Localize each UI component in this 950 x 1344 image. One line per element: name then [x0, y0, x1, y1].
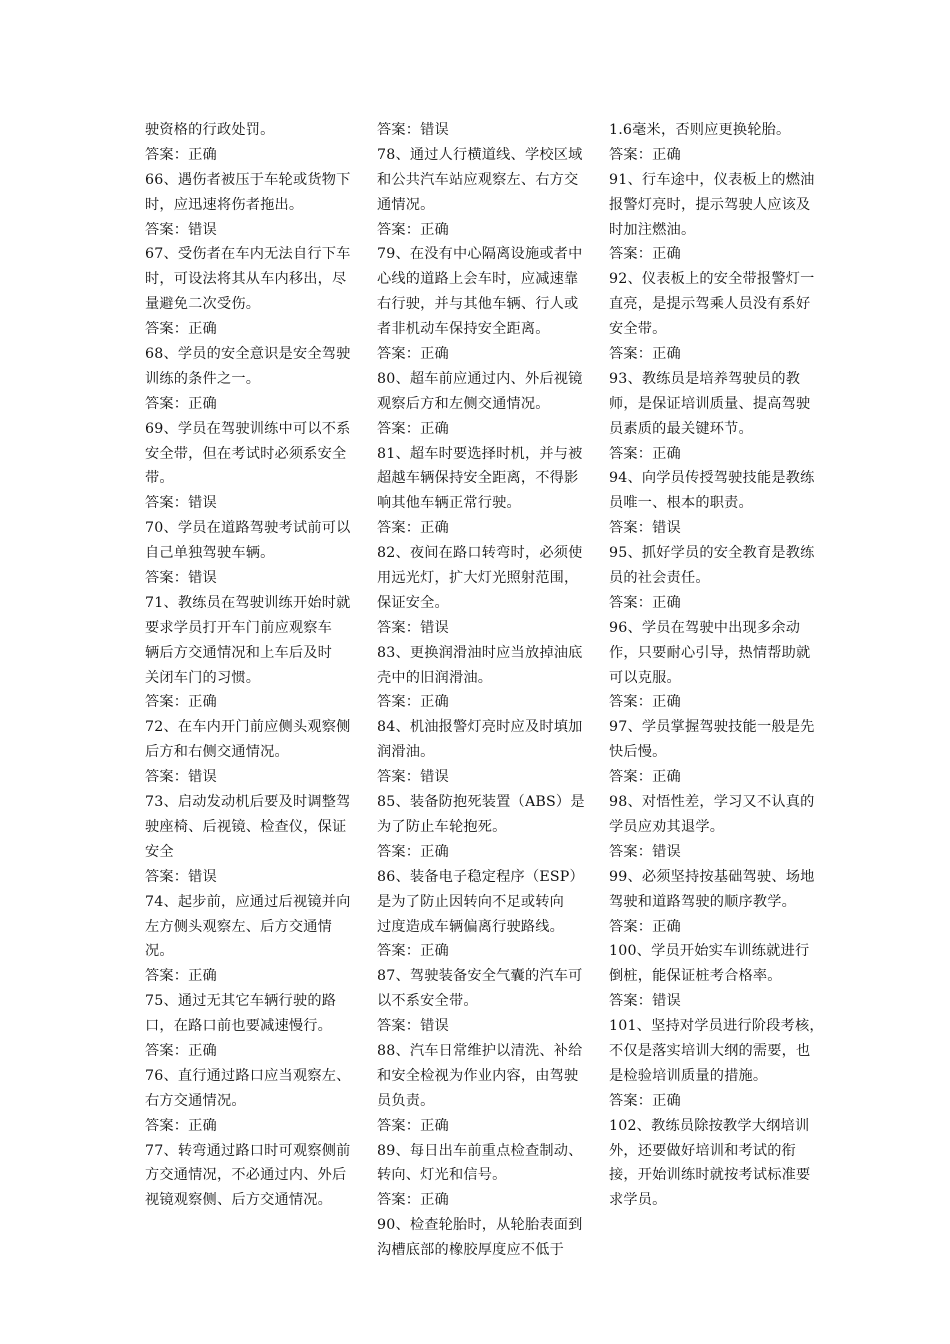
- question-text-line: 方交通情况，不必通过内、外后: [145, 1167, 347, 1184]
- question-text-line: 左方侧头观察左、后方交通情: [145, 918, 333, 935]
- question-text-line: 是检验培训质量的措施。: [609, 1067, 768, 1084]
- question-text-line: 71、教练员在驾驶训练开始时就: [145, 594, 351, 611]
- answer-line: 答案：正确: [609, 694, 681, 711]
- question-text-line: 心线的道路上会车时，应减速靠: [377, 271, 579, 288]
- question-text-line: 作，只要耐心引导，热情帮助就: [609, 644, 811, 661]
- question-text-line: 89、每日出车前重点检查制动、: [377, 1142, 583, 1159]
- answer-line: 答案：错误: [145, 495, 217, 512]
- answer-line: 答案：错误: [145, 868, 217, 885]
- answer-line: 答案：正确: [609, 594, 681, 611]
- question-text-line: 用远光灯，扩大灯光照射范围，: [377, 570, 579, 587]
- answer-line: 答案：正确: [377, 221, 449, 238]
- question-text-line: 不仅是落实培训大纲的需要，也: [609, 1042, 811, 1059]
- question-text-line: 师，是保证培训质量、提高驾驶: [609, 395, 811, 412]
- answer-line: 答案：正确: [609, 445, 681, 462]
- question-text-line: 通情况。: [377, 196, 435, 213]
- question-text-line: 求学员。: [609, 1192, 667, 1209]
- text-column-1: [145, 118, 350, 1213]
- question-text-line: 壳中的旧润滑油。: [377, 669, 493, 686]
- question-text-line: 训练的条件之一。: [145, 370, 261, 387]
- question-text-line: 75、通过无其它车辆行驶的路: [145, 993, 337, 1010]
- answer-line: 答案：正确: [377, 420, 449, 437]
- question-text-line: 和公共汽车站应观察左、右方交: [377, 171, 579, 188]
- question-text-line: 后方和右侧交通情况。: [145, 744, 289, 761]
- question-text-line: 为了防止车轮抱死。: [377, 818, 507, 835]
- question-text-line: 视镜观察侧、后方交通情况。: [145, 1192, 333, 1209]
- answer-line: 答案：正确: [145, 1042, 217, 1059]
- question-text-line: 驶座椅、后视镜、检查仪，保证: [145, 818, 347, 835]
- answer-line: 答案：正确: [377, 346, 449, 363]
- question-text-line: 78、通过人行横道线、学校区域: [377, 146, 583, 163]
- question-text-line: 安全带，但在考试时必须系安全: [145, 445, 347, 462]
- question-text-line: 67、受伤者在车内无法自行下车: [145, 246, 351, 263]
- question-text-line: 82、夜间在路口转弯时，必须使: [377, 545, 583, 562]
- answer-line: 答案：正确: [609, 1092, 681, 1109]
- question-text-line: 带。: [145, 470, 174, 487]
- question-text-line: 101、坚持对学员进行阶段考核，: [609, 1018, 824, 1035]
- question-text-line: 98、对悟性差，学习又不认真的: [609, 794, 815, 811]
- question-text-line: 94、向学员传授驾驶技能是教练: [609, 470, 815, 487]
- answer-line: 答案：正确: [609, 146, 681, 163]
- question-text-line: 观察后方和左侧交通情况。: [377, 395, 550, 412]
- question-text-line: 93、教练员是培养驾驶员的教: [609, 370, 801, 387]
- question-text-line: 1.6毫米，否则应更换轮胎。: [609, 122, 791, 138]
- question-text-line: 99、必须坚持按基础驾驶、场地: [609, 868, 815, 885]
- answer-line: 答案：正确: [609, 346, 681, 363]
- question-text-line: 81、超车时要选择时机，并与被: [377, 445, 583, 462]
- question-text-line: 安全带。: [609, 321, 667, 338]
- answer-line: 答案：正确: [609, 246, 681, 263]
- question-text-line: 辆后方交通情况和上车后及时: [145, 644, 333, 661]
- question-text-line: 100、学员开始实车训练就进行: [609, 943, 810, 960]
- answer-line: 答案：错误: [609, 520, 681, 537]
- question-text-line: 72、在车内开门前应侧头观察侧: [145, 719, 351, 736]
- question-text-line: 驶资格的行政处罚。: [145, 122, 275, 138]
- question-text-line: 口，在路口前也要减速慢行。: [145, 1018, 333, 1035]
- question-text-line: 关闭车门的习惯。: [145, 669, 261, 686]
- answer-line: 答案：错误: [145, 221, 217, 238]
- question-text-line: 响其他车辆正常行驶。: [377, 495, 521, 512]
- question-text-line: 员负责。: [377, 1092, 435, 1109]
- question-text-line: 润滑油。: [377, 744, 435, 761]
- question-text-line: 86、装备电子稳定程序（ESP）: [377, 868, 584, 885]
- question-text-line: 88、汽车日常维护以清洗、补给: [377, 1042, 583, 1059]
- question-text-line: 77、转弯通过路口时可观察侧前: [145, 1142, 351, 1159]
- question-text-line: 96、学员在驾驶中出现多余动: [609, 619, 801, 636]
- question-text-line: 时加注燃油。: [609, 221, 696, 238]
- answer-line: 答案：正确: [145, 694, 217, 711]
- question-text-line: 87、驾驶装备安全气囊的汽车可: [377, 968, 583, 985]
- question-text-line: 83、更换润滑油时应当放掉油底: [377, 644, 583, 661]
- question-text-line: 和安全检视为作业内容，由驾驶: [377, 1067, 579, 1084]
- question-text-line: 85、装备防抱死装置（ABS）是: [377, 794, 585, 811]
- question-text-line: 时，可设法将其从车内移出，尽: [145, 271, 347, 288]
- question-text-line: 92、仪表板上的安全带报警灯一: [609, 271, 815, 288]
- question-text-line: 74、起步前，应通过后视镜并向: [145, 893, 351, 910]
- question-text-line: 79、在没有中心隔离设施或者中: [377, 246, 583, 263]
- answer-line: 答案：正确: [377, 1117, 449, 1134]
- question-text-line: 况。: [145, 943, 174, 960]
- answer-line: 答案：正确: [145, 321, 217, 338]
- question-text-line: 73、启动发动机后要及时调整驾: [145, 794, 351, 811]
- question-text-line: 97、学员掌握驾驶技能一般是先: [609, 719, 815, 736]
- question-text-line: 70、学员在道路驾驶考试前可以: [145, 520, 351, 537]
- answer-line: 答案：正确: [377, 694, 449, 711]
- question-text-line: 员的社会责任。: [609, 570, 710, 587]
- question-text-line: 直亮，是提示驾乘人员没有系好: [609, 296, 811, 313]
- answer-line: 答案：错误: [145, 769, 217, 786]
- question-text-line: 过度造成车辆偏离行驶路线。: [377, 918, 565, 935]
- question-text-line: 自己单独驾驶车辆。: [145, 545, 275, 562]
- question-text-line: 者非机动车保持安全距离。: [377, 321, 550, 338]
- answer-line: 答案：错误: [377, 122, 449, 138]
- question-text-line: 外，还要做好培训和考试的衔: [609, 1142, 797, 1159]
- question-text-line: 90、检查轮胎时，从轮胎表面到: [377, 1217, 583, 1234]
- question-text-line: 报警灯亮时，提示驾驶人应该及: [609, 196, 811, 213]
- question-text-line: 学员应劝其退学。: [609, 818, 725, 835]
- answer-line: 答案：正确: [609, 918, 681, 935]
- question-text-line: 量避免二次受伤。: [145, 296, 261, 313]
- answer-line: 答案：正确: [377, 843, 449, 860]
- question-text-line: 快后慢。: [609, 744, 667, 761]
- answer-line: 答案：正确: [145, 1117, 217, 1134]
- question-text-line: 员素质的最关键环节。: [609, 420, 753, 437]
- answer-line: 答案：错误: [377, 619, 449, 636]
- question-text-line: 以不系安全带。: [377, 993, 478, 1010]
- question-text-line: 右方交通情况。: [145, 1092, 246, 1109]
- answer-line: 答案：错误: [145, 570, 217, 587]
- answer-line: 答案：错误: [609, 843, 681, 860]
- question-text-line: 保证安全。: [377, 594, 449, 611]
- question-text-line: 76、直行通过路口应当观察左、: [145, 1067, 351, 1084]
- answer-line: 答案：错误: [377, 769, 449, 786]
- text-column-3: [609, 118, 824, 1213]
- answer-line: 答案：正确: [377, 1192, 449, 1209]
- question-text-line: 84、机油报警灯亮时应及时填加: [377, 719, 583, 736]
- answer-line: 答案：正确: [377, 520, 449, 537]
- question-text-line: 可以克服。: [609, 669, 681, 686]
- question-text-line: 80、超车前应通过内、外后视镜: [377, 370, 583, 387]
- text-column-2: [377, 118, 585, 1263]
- question-text-line: 102、教练员除按教学大纲培训: [609, 1117, 810, 1134]
- answer-line: 答案：正确: [377, 943, 449, 960]
- question-text-line: 超越车辆保持安全距离，不得影: [377, 470, 579, 487]
- question-text-line: 95、抓好学员的安全教育是教练: [609, 545, 815, 562]
- question-text-line: 安全: [145, 843, 174, 860]
- question-text-line: 转向、灯光和信号。: [377, 1167, 507, 1184]
- question-text-line: 接，开始训练时就按考试标准要: [609, 1167, 811, 1184]
- question-text-line: 时，应迅速将伤者拖出。: [145, 196, 304, 213]
- question-text-line: 右行驶，并与其他车辆、行人或: [377, 296, 579, 313]
- question-text-line: 69、学员在驾驶训练中可以不系: [145, 420, 351, 437]
- answer-line: 答案：正确: [145, 146, 217, 163]
- answer-line: 答案：正确: [145, 395, 217, 412]
- answer-line: 答案：错误: [609, 993, 681, 1010]
- question-text-line: 倒桩，能保证桩考合格率。: [609, 968, 782, 985]
- answer-line: 答案：错误: [377, 1018, 449, 1035]
- question-text-line: 员唯一、根本的职责。: [609, 495, 753, 512]
- answer-line: 答案：正确: [609, 769, 681, 786]
- question-text-line: 驾驶和道路驾驶的顺序教学。: [609, 893, 797, 910]
- question-text-line: 要求学员打开车门前应观察车: [145, 619, 333, 636]
- question-text-line: 68、学员的安全意识是安全驾驶: [145, 346, 351, 363]
- question-text-line: 沟槽底部的橡胶厚度应不低于: [377, 1242, 565, 1259]
- question-text-line: 91、行车途中，仪表板上的燃油: [609, 171, 815, 188]
- answer-line: 答案：正确: [145, 968, 217, 985]
- question-text-line: 是为了防止因转向不足或转向: [377, 893, 565, 910]
- question-text-line: 66、遇伤者被压于车轮或货物下: [145, 171, 351, 188]
